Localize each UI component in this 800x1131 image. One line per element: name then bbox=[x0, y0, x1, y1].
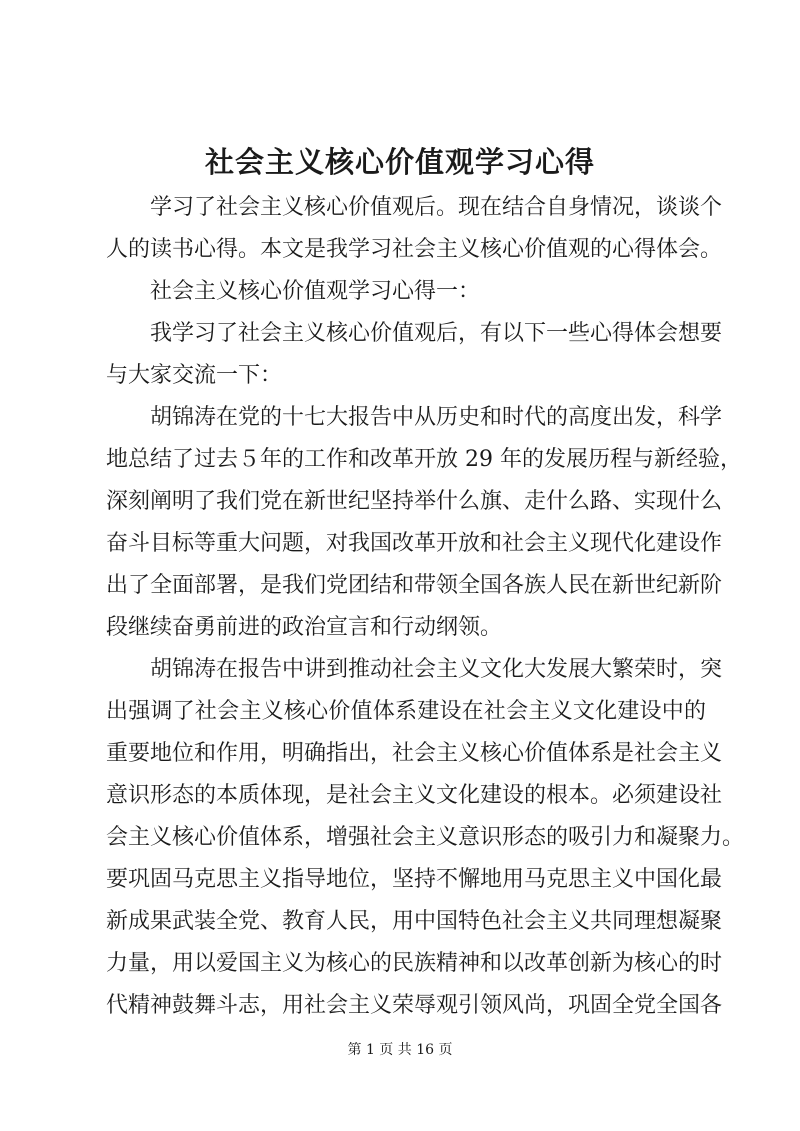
text-line: 代精神鼓舞斗志，用社会主义荣辱观引领风尚，巩固全党全国各 bbox=[106, 993, 723, 1018]
text-line: 奋斗目标等重大问题，对我国改革开放和社会主义现代化建设作 bbox=[106, 531, 723, 556]
text-line: 新成果武装全党、教育人民，用中国特色社会主义共同理想凝聚 bbox=[106, 909, 723, 934]
text-line: 重要地位和作用，明确指出，社会主义核心价值体系是社会主义 bbox=[106, 741, 723, 766]
text-line: 社会主义核心价值观学习心得一： bbox=[150, 279, 481, 304]
text-line: 与大家交流一下： bbox=[106, 363, 283, 388]
text-line: 学习了社会主义核心价值观后。现在结合自身情况，谈谈个 bbox=[150, 195, 723, 220]
text-line: 人的读书心得。本文是我学习社会主义核心价值观的心得体会。 bbox=[106, 237, 723, 262]
text-line: 会主义核心价值体系，增强社会主义意识形态的吸引力和凝聚力。 bbox=[106, 825, 745, 850]
text-line: 要巩固马克思主义指导地位，坚持不懈地用马克思主义中国化最 bbox=[106, 867, 723, 892]
text-line: 地总结了过去５年的工作和改革开放 29 年的发展历程与新经验， bbox=[106, 447, 742, 472]
text-line: 我学习了社会主义核心价值观后，有以下一些心得体会想要 bbox=[150, 321, 723, 346]
text-line: 力量，用以爱国主义为核心的民族精神和以改革创新为核心的时 bbox=[106, 951, 723, 976]
text-line: 胡锦涛在报告中讲到推动社会主义文化大发展大繁荣时，突 bbox=[150, 657, 723, 682]
text-line: 深刻阐明了我们党在新世纪坚持举什么旗、走什么路、实现什么 bbox=[106, 489, 723, 514]
text-line: 段继续奋勇前进的政治宣言和行动纲领。 bbox=[106, 615, 503, 640]
text-line: 出了全面部署，是我们党团结和带领全国各族人民在新世纪新阶 bbox=[106, 573, 723, 598]
page-title: 社会主义核心价值观学习心得 bbox=[204, 145, 595, 179]
text-line: 意识形态的本质体现，是社会主义文化建设的根本。必须建设社 bbox=[106, 783, 723, 808]
text-line: 出强调了社会主义核心价值体系建设在社会主义文化建设中的 bbox=[106, 699, 706, 724]
page-number: 第 1 页 共 16 页 bbox=[347, 1042, 453, 1058]
text-line: 胡锦涛在党的十七大报告中从历史和时代的高度出发，科学 bbox=[150, 405, 723, 430]
